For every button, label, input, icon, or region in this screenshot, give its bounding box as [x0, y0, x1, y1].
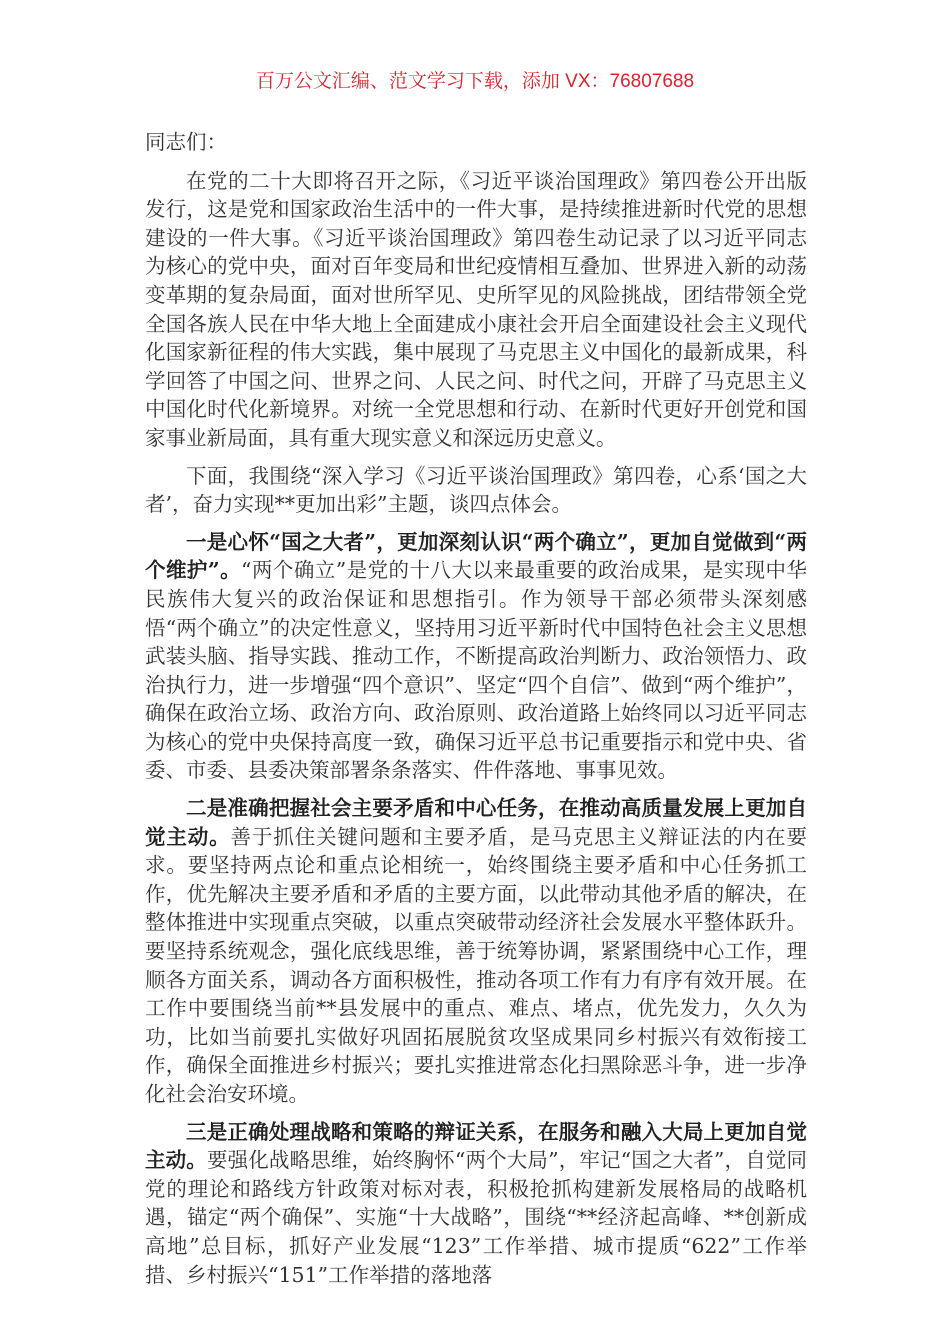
document-body	[145, 128, 807, 1298]
paragraph-text: 下面，我围绕“深入学习《习近平谈治国理政》第四卷，心系‘国之大者’，奋力实现**更加出彩”主题，谈四点体会。	[145, 463, 807, 517]
paragraph-point-3	[145, 1118, 807, 1290]
watermark-header: 百万公文汇编、范文学习下载，添加 VX：76807688	[255, 71, 695, 92]
paragraph-lead: 一是心怀“国之大者”，更加深刻认识“两个确立”，更加自觉做到“两个维护”。	[145, 529, 807, 583]
greeting: 同志们：	[145, 130, 227, 154]
paragraph-lead: 二是准确把握社会主要矛盾和中心任务，在推动高质量发展上更加自觉主动。	[145, 796, 807, 849]
paragraph-text: 要强化战略思维，始终胸怀“两个大局”，牢记“国之大者”，自觉同党的理论和路线方针政策对标对表，积极抢抓构建新发展格局的战略机遇，锚定“两个确保”、实施“十大战略”，围绕“**经济起高峰、**创新成高地”总目标，抓好产业发展“123”工作举措、城市提质“622”工作举措、乡村振兴“151”工作举措的落地落	[145, 1148, 808, 1287]
paragraph-point-2	[145, 794, 807, 1109]
paragraph-text: “两个确立”是党的十八大以来最重要的政治成果，是实现中华民族伟大复兴的政治保证和思想指引。作为领导干部必须带头深刻感悟“两个确立”的决定性意义，坚持用习近平新时代中国特色社会主义思想武装头脑、指导实践、推动工作，不断提高政治判断力、政治领悟力、政治执行力，进一步增强“四个意识”、坚定“四个自信”、做到“两个维护”，确保在政治立场、政治方向、政治原则、政治道路上始终同以习近平同志为核心的党中央保持高度一致，确保习近平总书记重要指示和党中央、省委、市委、县委决策部署条条落实、件件落地、事事见效。	[145, 558, 807, 783]
paragraph-intro	[145, 167, 807, 453]
paragraph-lead: 三是正确处理战略和策略的辩证关系，在服务和融入大局上更加自觉主动。	[145, 1119, 807, 1173]
paragraph-text: 在党的二十大即将召开之际，《习近平谈治国理政》第四卷公开出版发行，这是党和国家政治生活中的一件大事，是持续推进新时代党的思想建设的一件大事。《习近平谈治国理政》第四卷生动记录了以习近平同志为核心的党中央，面对百年变局和世纪疫情相互叠加、世界进入新的动荡变革期的复杂局面，面对世所罕见、史所罕见的风险挑战，团结带领全党全国各族人民在中华大地上全面建成小康社会开启全面建设社会主义现代化国家新征程的伟大实践，集中展现了马克思主义中国化的最新成果，科学回答了中国之问、世界之问、人民之问、时代之问，开辟了马克思主义中国化时代化新境界。对统一全党思想和行动、在新时代更好开创党和国家事业新局面，具有重大现实意义和深远历史意义。	[145, 168, 807, 450]
paragraph-text: 善于抓住关键问题和主要矛盾，是马克思主义辩证法的内在要求。要坚持两点论和重点论相统一，始终围绕主要矛盾和中心任务抓工作，优先解决主要矛盾和矛盾的主要方面，以此带动其他矛盾的解决，在整体推进中实现重点突破，以重点突破带动经济社会发展水平整体跃升。要坚持系统观念，强化底线思维，善于统筹协调，紧紧围绕中心工作，理顺各方面关系，调动各方面积极性，推动各项工作有力有序有效开展。在工作中要围绕当前**县发展中的重点、难点、堵点，优先发力，久久为功，比如当前要扎实做好巩固拓展脱贫攻坚成果同乡村振兴有效衔接工作，确保全面推进乡村振兴；要扎实推进常态化扫黑除恶斗争，进一步净化社会治安环境。	[145, 824, 808, 1106]
paragraph-point-1	[145, 528, 807, 785]
paragraph-topic	[145, 462, 807, 519]
